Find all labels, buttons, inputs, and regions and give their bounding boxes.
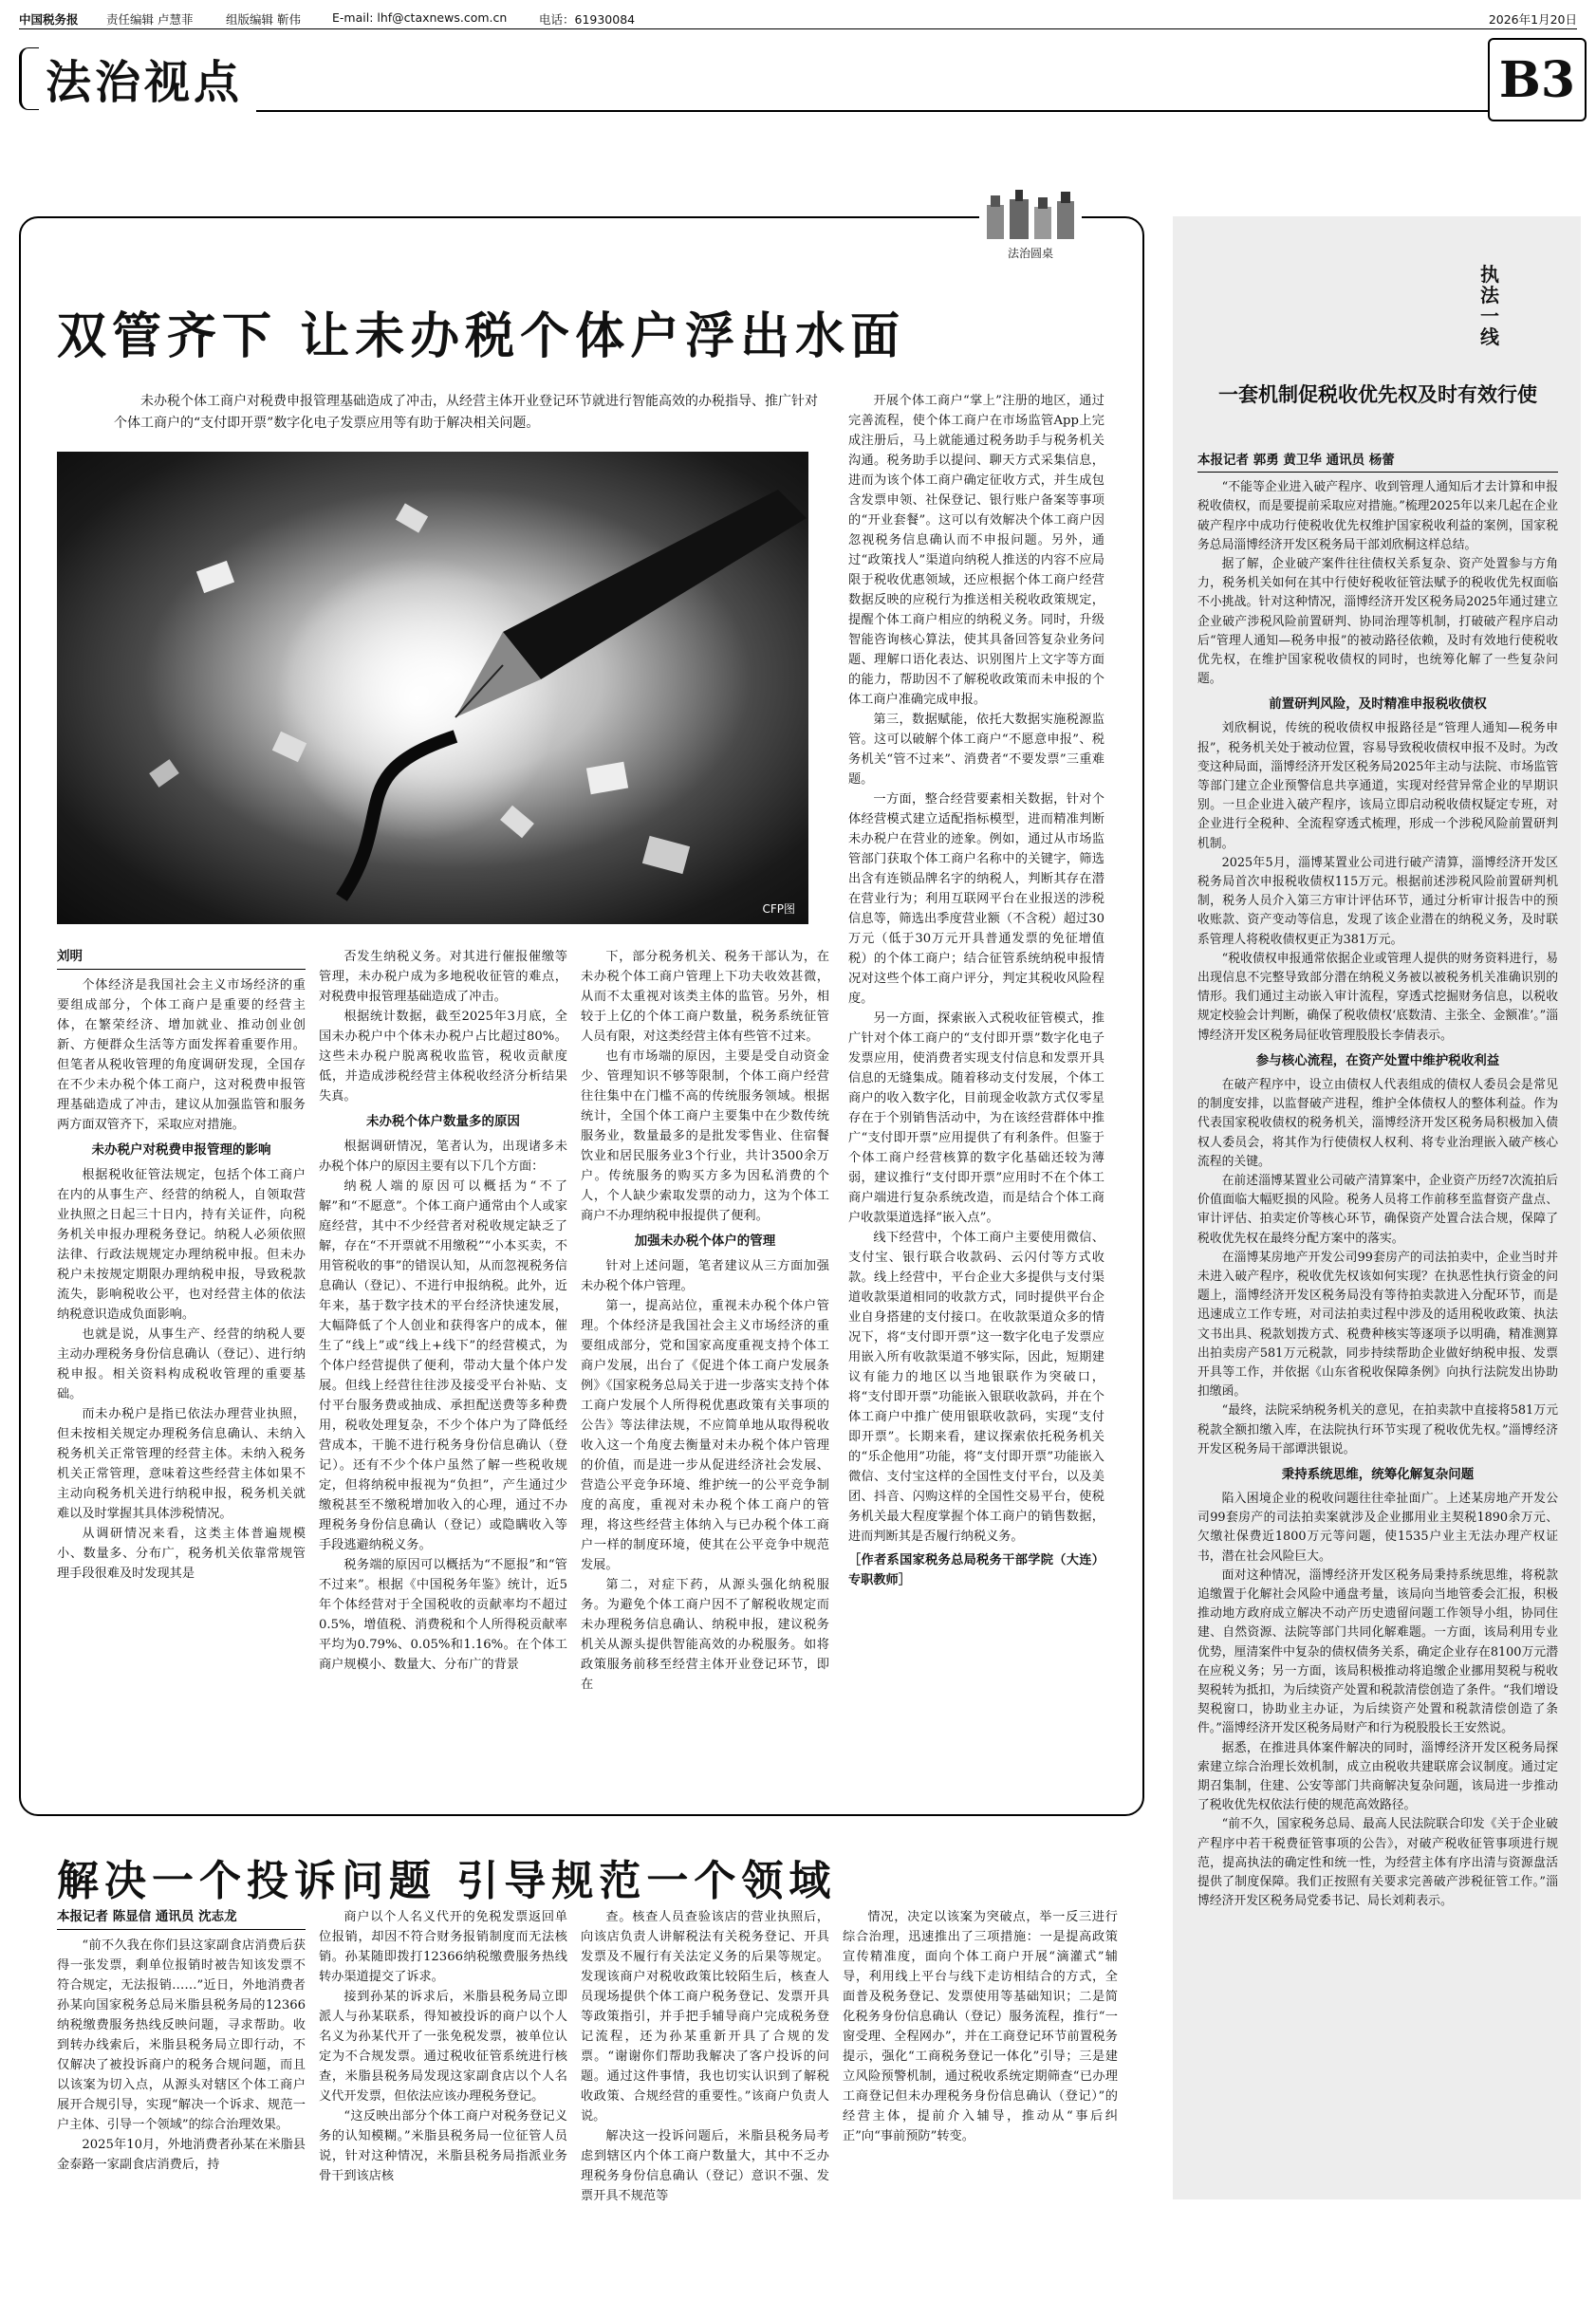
- article2-byline: 本报记者 陈显信 通讯员 沈志龙: [57, 1907, 306, 1930]
- banner-rule: [256, 110, 1490, 112]
- sidebar-body: [1197, 451, 1558, 2192]
- issue-date: 2026年1月20日: [1488, 12, 1577, 27]
- section-title: 法治视点: [46, 56, 244, 109]
- sidebar-byline: 本报记者 郭勇 黄卫华 通讯员 杨蕾: [1197, 451, 1558, 473]
- sidebar-paragraph: 在淄博某房地产开发公司99套房产的司法拍卖中，企业当时并未进入破产程序，税收优先权该如何实现？在执恶性执行资金的问题上，淄博经济开发区税务局没有等待拍卖款进入分配环节，而是迅速成立工作专班，对司法拍卖过程中涉及的适用税收政策、执法文书出具、税款划拨方式、税费种核实等逐项予以明确，精准测算出拍卖房产581万元税款，同步持续帮助企业做好纳税申报、发票开具等工作，并依据《山东省税收保障条例》向执行法院发出协助扣缴函。: [1197, 1250, 1558, 1400]
- sidebar-paragraph: 2025年5月，淄博某置业公司进行破产清算，淄博经济开发区税务局首次申报税收债权115万元。根据前述涉税风险前置研判机制，税务人员介入第三方审计评估环节，通过分析审计报告中的预收账款、资产变动等信息，发现了该企业潜在的纳税义务，及时联系管理人将税收债权更正为381万元。: [1197, 855, 1558, 947]
- article1-subheading-1: 未办税户对税费申报管理的影响: [91, 1142, 271, 1158]
- article1-paragraph: 第二，对症下药，从源头强化纳税服务。为避免个体工商户因不了解税收规定而未办理税务信息确认、纳税申报，建议税务机关从源头提供智能高效的办税服务。如将政策服务前移至经营主体开业登记环节，即在: [581, 1578, 829, 1692]
- article1-paragraph: 针对上述问题，笔者建议从三方面加强未办税个体户管理。: [581, 1259, 829, 1293]
- article1-paragraph: 根据税收征管法规定，包括个体工商户在内的从事生产、经营的纳税人，自领取营业执照之日起三十日内，持有关证件，向税务机关申报办理税务登记。纳税人必须依照法律、行政法规规定办理纳税申报。但未办税户未按规定期限办理纳税申报，导致税款流失，影响税收公平，也对经营主体的依法纳税意识造成负面影响。: [57, 1168, 306, 1322]
- article1-paragraph: 根据统计数据，截至2025年3月底，全国未办税户中个体未办税户占比超过80%。这些未办税户脱离税收监管，税收贡献度低，并造成涉税经营主体税收经济分析结果失真。: [319, 1010, 567, 1104]
- sidebar-paragraph: 在破产程序中，设立由债权人代表组成的债权人委员会是常见的制度安排，以监督破产进程，维护全体债权人的整体利益。作为代表国家税收债权的税务机关，淄博经济开发区税务局积极加入债权人委员会，将其作为行使债权人权利、将专业治理嵌入破产核心流程的关键。: [1197, 1077, 1558, 1169]
- article1-col-4: [848, 391, 1104, 1801]
- sidebar-headline: 一套机制促税收优先权及时有效行使: [1218, 383, 1537, 406]
- article1-paragraph: 另一方面，探索嵌入式税收征管模式，推广针对个体工商户的“支付即开票”数字化电子发票应用，使消费者实现支付信息和发票开具信息的无缝集成。随着移动支付发展，个体工商户的收入数字化，目前现金收款方式仅零星存在于个别销售活动中，为在该经营群体中推广“支付即开票”应用提供了有利条件。但鉴于个体工商户经营核算的数字化基础还较为薄弱，建议推行“支付即开票”应用时不在个体工商户端进行复杂系统改造，而是结合个体工商户收款渠道选择“嵌入点”。: [848, 1011, 1104, 1225]
- article1-paragraph: 从调研情况来看，这类主体普遍规模小、数量多、分布广，税务机关依靠常规管理手段很难及时发现其是: [57, 1527, 306, 1581]
- article2-paragraph: 接到孙某的诉求后，米脂县税务局立即派人与孙某联系，得知被投诉的商户以个人名义为孙某代开了一张免税发票，被单位认定为不合规发票。通过税收征管系统进行核查，米脂县税务局发现这家副食店以个人名义代开发票，但依法应该办理税务登记。: [319, 1990, 567, 2104]
- article1-col-2: [319, 947, 567, 1801]
- article1-paragraph: 线下经营中，个体工商户主要使用微信、支付宝、银行联合收款码、云闪付等方式收款。线上经营中，平台企业大多提供与支付渠道收款渠道相同的收款方式，同时提供平台企业自身搭建的支付接口。在收款渠道众多的情况下，将“支付即开票”这一数字化电子发票应用嵌入所有收款渠道不够实际，因此，短期建议有能力的地区以当地银联作为突破口，将“支付即开票”功能嵌入银联收款码，并在个体工商户中推广使用银联收款码，实现“支付即开票”。长期来看，建议探索依托税务机关的“乐企他用”功能，将“支付即开票”功能嵌入微信、支付宝这样的全国性支付平台，以及美团、抖音、闪购这样的全国性交易平台，使税务机关最大程度掌握个体工商户的销售数据，进而判断其是否履行纳税义务。: [848, 1231, 1104, 1544]
- article2-col-1: [57, 1907, 306, 2192]
- article1-paragraph: 第三，数据赋能，依托大数据实施税源监管。这可以破解个体工商户“不愿意申报”、税务机关“管不过来”、消费者“不要发票”三重难题。: [848, 713, 1104, 787]
- sidebar-paragraph: 据了解，企业破产案件往往债权关系复杂、资产处置参与方角力，税务机关如何在其中行使好税收征管法赋予的税收优先权面临不小挑战。针对这种情况，淄博经济开发区税务局2025年通过建立企业破产涉税风险前置研判、协同治理等机制，打破破产程序启动后“管理人通知—税务申报”的被动路径依赖，及时有效地行使税收优先权，在维护国家税收债权的同时，也统筹化解了一些复杂问题。: [1197, 557, 1558, 687]
- sidebar-paragraph: 在前述淄博某置业公司破产清算案中，企业资产历经7次流拍后价值面临大幅贬损的风险。税务人员将工作前移至监督资产盘点、审计评估、拍卖定价等核心环节，确保资产处置合法合规，保障了税收优先权在最终分配方案中的落实。: [1197, 1173, 1558, 1246]
- sidebar-paragraph: “前不久，国家税务总局、最高人民法院联合印发《关于企业破产程序中若干税费征管事项的公告》，对破产税收征管事项进行规范，提高执法的确定性和统一性，为经营主体有序出清与资源盘活提供了制度保障。我们正按照有关要求完善破产涉税征管工作。”淄博经济开发区税务局党委书记、局长刘莉表示。: [1197, 1817, 1558, 1909]
- banner-bracket-icon: [19, 47, 39, 110]
- article1-photo: [57, 452, 808, 924]
- sidebar-paragraph: “不能等企业进入破产程序、收到管理人通知后才去计算和申报税收债权，而是要提前采取应对措施。”梳理2025年以来几起在企业破产程序中成功行使税收优先权维护国家税收利益的案例，国家税务总局淄博经济开发区税务局干部刘欣桐这样总结。: [1197, 480, 1558, 552]
- article2-paragraph: 商户以个人名义代开的免税发票返回单位报销，却因不符合财务报销制度而无法核销。孙某随即拨打12366纳税缴费服务热线转办渠道提交了诉求。: [319, 1910, 567, 1984]
- pen-illustration: [57, 452, 808, 924]
- article2-headline: 解决一个投诉问题 引导规范一个领域: [57, 1857, 837, 1905]
- article2-paragraph: 2025年10月，外地消费者孙某在米脂县金泰路一家副食店消费后，持: [57, 2138, 306, 2172]
- section-banner: [19, 38, 1490, 118]
- article1-lead: 未办税个体工商户对税费申报管理基础造成了冲击，从经营主体开业登记环节就进行智能高效的办税指导、推广针对个体工商户的“支付即开票”数字化电子发票应用等有助于解决相关问题。: [114, 394, 818, 431]
- article1-author: 刘明: [57, 947, 306, 970]
- article1-paragraph: 一方面，整合经营要素相关数据，针对个体经营模式建立适配指标模型，进而精准判断未办税户在营业的迹象。例如，通过从市场监管部门获取个体工商户名称中的关键字，筛选出含有连锁品牌名字的纳税人，判断其存在潜在营业行为；利用互联网平台在业报送的涉税信息等，筛选出季度营业额（不含税）超过30万元（低于30万元开具普通发票的免征增值税）的个体工商户；结合征管系统纳税申报情况对这些个体工商户评分，判定其税收风险程度。: [848, 792, 1104, 1006]
- article1-subheading-2: 未办税个体户数量多的原因: [366, 1114, 520, 1129]
- article1-subheading-3: 加强未办税个体户的管理: [634, 1233, 776, 1249]
- responsible-editor: 责任编辑 卢慧菲: [106, 12, 194, 27]
- page-number: B3: [1488, 38, 1587, 121]
- sidebar-badge: 执法一线: [1480, 263, 1499, 348]
- article1-paragraph: 根据调研情况，笔者认为，出现诸多未办税个体户的原因主要有以下几个方面：: [319, 1140, 567, 1174]
- article2-paragraph: 情况，决定以该案为突破点，举一反三进行综合治理，迅速推出了三项措施：一是提高政策宣传精准度，面向个体工商户开展“滴灌式”辅导，利用线上平台与线下走访相结合的方式，全面普及税务登记、发票使用等基础知识；二是简化税务身份信息确认（登记）服务流程，推行“一窗受理、全程网办”，并在工商登记环节前置税务提示，强化“工商税务登记一体化”引导；三是建立风险预警机制，通过税收系统定期筛查“已办理工商登记但未办理税务身份信息确认（登记）”的经营主体，提前介入辅导，推动从“事后纠正”向“事前预防”转变。: [843, 1910, 1118, 2143]
- article1-paragraph: 纳税人端的原因可以概括为“不了解”和“不愿意”。个体工商户通常由个人或家庭经营，其中不少经营者对税收规定缺乏了解，存在“不开票就不用缴税”“小本买卖，不用管税收的事”的错误认知，从而忽视税务信息确认（登记）、不进行申报纳税。此外，近年来，基于数字技术的平台经济快速发展，大幅降低了个人创业和获得客户的成本，催生了“线上”或“线上+线下”的经营模式，为个体户经营提供了便利，带动大量个体户发展。但线上经营往往涉及接受平台补贴、支付平台服务费或抽成、承担配送费等多种费用，税收处理复杂，不少个体户为了降低经营成本，干脆不进行税务身份信息确认（登记）。还有不少个体户虽然了解一些税收规定，但将纳税申报视为“负担”，产生通过少缴税甚至不缴税增加收入的心理，通过不办理税务身份信息确认（登记）或隐瞒收入等手段逃避纳税义务。: [319, 1179, 567, 1552]
- article2-paragraph: 解决这一投诉问题后，米脂县税务局考虑到辖区内个体工商户数量大，其中不乏办理税务身份信息确认（登记）意识不强、发票开具不规范等: [581, 2129, 829, 2203]
- article1-paragraph: 而未办税户是指已依法办理营业执照，但未按相关规定办理税务信息确认、未纳入税务机关正常管理的经营主体。未纳入税务机关正常管理，意味着这些经营主体如果不主动向税务机关进行纳税申报，税务机关就难以及时掌握其具体涉税情况。: [57, 1407, 306, 1521]
- layout-editor: 组版编辑 靳伟: [226, 12, 301, 27]
- sidebar-subheading-3: 秉持系统思维，统筹化解复杂问题: [1281, 1466, 1475, 1482]
- contact-email: E-mail: lhf@ctaxnews.com.cn: [332, 10, 508, 25]
- column-badge: [979, 188, 1082, 260]
- article2-paragraph: 查。核查人员查验该店的营业执照后，向该店负责人讲解税法有关税务登记、开具发票及不履行有关法定义务的后果等规定。发现该商户对税收政策比较陌生后，核查人员现场提供个体工商户税务登记、发票开具等政策指引，并手把手辅导商户完成税务登记流程，还为孙某重新开具了合规的发票。“谢谢你们帮助我解决了客户投诉的问题。通过这件事情，我也切实认识到了解税收政策、合规经营的重要性。”该商户负责人说。: [581, 1910, 829, 2124]
- sidebar-subheading-2: 参与核心流程，在资产处置中维护税收利益: [1255, 1052, 1500, 1068]
- article1-paragraph: 下，部分税务机关、税务干部认为，在未办税个体工商户管理上下功夫收效甚微，从而不太重视对该类主体的监管。另外，相较于上亿的个体工商户数量，税务系统征管人员有限，对这类经营主体有些管不过来。: [581, 950, 829, 1044]
- article2-col-4: [843, 1907, 1118, 2192]
- article1-col-3: [581, 947, 829, 1801]
- article1-paragraph: 也就是说，从事生产、经营的纳税人要主动办理税务身份信息确认（登记）、进行纳税申报。相关资料构成税收管理的重要基础。: [57, 1327, 306, 1401]
- article1-paragraph: 税务端的原因可以概括为“不愿报”和“管不过来”。根据《中国税务年鉴》统计，近5年个体经营对于全国税收的贡献率均不超过0.5%，增值税、消费税和个人所得税贡献率平均为0.79%、0.05%和1.16%。在个体工商户规模小、数量大、分布广的背景: [319, 1558, 567, 1672]
- article1-paragraph: 否发生纳税义务。对其进行催报催缴等管理，未办税户成为多地税收征管的难点，对税费申报管理基础造成了冲击。: [319, 950, 567, 1004]
- sidebar-paragraph: “税收债权申报通常依据企业或管理人提供的财务资料进行，易出现信息不完整导致部分潜在纳税义务被以被税务机关准确识别的情形。我们通过主动嵌入审计流程，穿透式挖掘财务信息，以税收规定校验会计判断，确保了税收债权‘底数清、主张全、金额准’。”淄博经济开发区税务局征收管理股股长李倩表示。: [1197, 951, 1558, 1043]
- article1-paragraph: 个体经济是我国社会主义市场经济的重要组成部分，个体工商户是重要的经营主体，在繁荣经济、增加就业、推动创业创新、方便群众生活等方面发挥着重要作用。但笔者从税收管理的角度调研发现，全国存在不少未办税个体工商户，这对税费申报管理基础造成了冲击，建议从加强监管和服务两方面双管齐下，采取应对措施。: [57, 978, 306, 1132]
- sidebar-paragraph: 据悉，在推进具体案件解决的同时，淄博经济开发区税务局探索建立综合治理长效机制，成立由税收共建联席会议制度。通过定期召集制，住建、公安等部门共商解决复杂问题，该局进一步推动了税收优先权依法行使的规范高效路径。: [1197, 1740, 1558, 1813]
- sidebar-paragraph: 面对这种情况，淄博经济开发区税务局秉持系统思维，将税款追缴置于化解社会风险中通盘考量，该局向当地管委会汇报，积极推动地方政府成立解决不动产历史遗留问题工作领导小组，协同住建、自然资源、法院等部门共同化解难题。一方面，该局利用专业优势，厘清案件中复杂的债权债务关系，确定企业存在8100万元潜在应税义务；另一方面，该局积极推动将追缴企业挪用契税与税收契税转为抵扣，为后续资产处置和税款清偿创造了条件。“我们增设契税窗口，协助业主办证，为后续资产处置和税款清偿创造了条件。”淄博经济开发区税务局财产和行为税股股长王安然说。: [1197, 1567, 1558, 1736]
- article1-paragraph: 也有市场端的原因，主要是受自动资金少、管理知识不够等限制，个体工商户经营往往集中在门槛不高的传统服务领域。根据统计，全国个体工商户主要集中在少数传统服务业，数量最多的是批发零售业、住宿餐饮业和居民服务业3个行业，共计3500余万户。传统服务的购买方多为因私消费的个人，个人缺少索取发票的动力，这为个体工商户不办理纳税申报提供了便利。: [581, 1049, 829, 1223]
- column-badge-label: 法治圆桌: [1007, 247, 1053, 260]
- sidebar-paragraph: 刘欣桐说，传统的税收债权申报路径是“管理人通知—税务申报”，税务机关处于被动位置，容易导致税收债权申报不及时。为改变这种局面，淄博经济开发区税务局2025年主动与法院、市场监管等部门建立企业预警信息共享通道，实现对经营异常企业的早期识别。一旦企业进入破产程序，该局立即启动税收债权疑定专班，对企业进行全税种、全流程穿透式梳理，形成一个涉税风险前置研判机制。: [1197, 721, 1558, 851]
- contact-phone: 电话：61930084: [539, 12, 636, 27]
- article2-col-2: [319, 1907, 567, 2192]
- article1-paragraph: 开展个体工商户“掌上”注册的地区，通过完善流程，使个体工商户在市场监管App上完成注册后，马上就能通过税务助手与税务机关沟通。税务助手以提问、聊天方式采集信息，进而为该个体工商户确定征收方式，并生成包含发票申领、社保登记、银行账户备案等事项的“开业套餐”。这可以有效解决个体工商户因忽视税务信息确认而不申报问题。另外，通过“政策找人”渠道向纳税人推送的内容不应局限于税收优惠领域，还应根据个体工商户经营数据反映的应税行为推送相关税收政策规定，提醒个体工商户相应的纳税义务。同时，升级智能咨询核心算法，使其具备回答复杂业务问题、理解口语化表达、识别图片上文字等方面的能力，帮助因不了解税收政策而未申报的个体工商户准确完成申报。: [848, 394, 1104, 707]
- article2-col-3: [581, 1907, 829, 2203]
- article1-col-1: [57, 947, 306, 1801]
- article1-paragraph: 第一，提高站位，重视未办税个体户管理。个体经济是我国社会主义市场经济的重要组成部分，党和国家高度重视支持个体工商户发展，出台了《促进个体工商户发展条例》《国家税务总局关于进一步落实支持个体工商户发展个人所得税优惠政策有关事项的公告》等法律法规，不应简单地从取得税收收入这一个角度去衡量对未办税个体户管理的价值，而是进一步从促进经济社会发展、营造公平竞争环境、维护统一的公平竞争制度的高度，重视对未办税个体工商户的管理，将这些经营主体纳入与已办税个体工商户一样的制度环境，使其在公平竞争中规范发展。: [581, 1299, 829, 1572]
- article2-paragraph: “前不久我在你们县这家副食店消费后获得一张发票，剩单位报销时被告知该发票不符合规定，无法报销……”近日，外地消费者孙某向国家税务总局米脂县税务局的12366纳税缴费服务热线反映问题，寻求帮助。收到转办线索后，米脂县税务局立即行动，不仅解决了被投诉商户的税务合规问题，而且以该案为切入点，从源头对辖区个体工商户展开合规引导，实现“解决一个诉求、规范一户主体、引导一个领域”的综合治理效果。: [57, 1938, 306, 2132]
- sidebar-paragraph: “最终，法院采纳税务机关的意见，在拍卖款中直接将581万元税款全额扣缴入库，在法院执行环节实现了税收优先权。”淄博经济开发区税务局干部谭洪银说。: [1197, 1403, 1558, 1456]
- article2-paragraph: “这反映出部分个体工商户对税务登记义务的认知模糊。”米脂县税务局一位征管人员说，针对这种情况，米脂县税务局指派业务骨干到该店核: [319, 2109, 567, 2183]
- article1-author-unit: ［作者系国家税务总局税务干部学院（大连）专职教师］: [848, 1553, 1104, 1587]
- newspaper-name: 中国税务报: [19, 12, 79, 27]
- photo-credit: CFP图: [762, 902, 795, 916]
- article1-headline: 双管齐下 让未办税个体户浮出水面: [57, 307, 906, 365]
- bottles-icon: [979, 188, 1082, 241]
- sidebar-paragraph: 陷入困境企业的税收问题往往牵扯面广。上述某房地产开发公司99套房产的司法拍卖案就涉及企业挪用业主契税1890余万元、欠缴社保费近1800万元等问题，使1535户业主无法办理产权证书，潜在社会风险巨大。: [1197, 1491, 1558, 1564]
- sidebar-subheading-1: 前置研判风险，及时精准申报税收债权: [1269, 696, 1487, 713]
